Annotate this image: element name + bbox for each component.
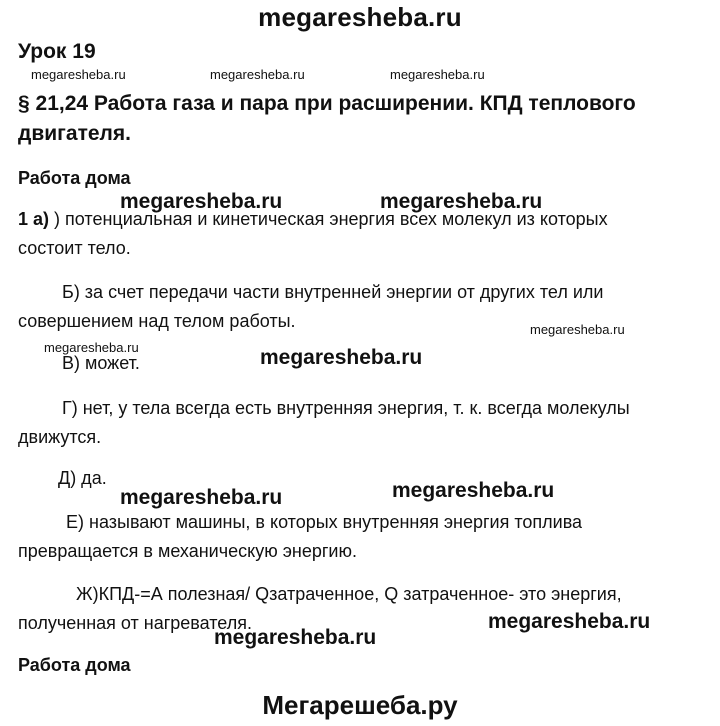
watermark: megaresheba.ru [390, 67, 485, 82]
watermark: megaresheba.ru [488, 610, 651, 633]
lesson-title: Урок 19 [18, 40, 96, 63]
watermark: megaresheba.ru [380, 190, 543, 213]
homework-heading-2: Работа дома [18, 655, 131, 675]
answer-d: Д) да. [58, 468, 107, 488]
site-footer: Мегарешеба.ру [262, 690, 458, 720]
watermark: megaresheba.ru [210, 67, 305, 82]
watermark: megaresheba.ru [392, 479, 555, 502]
watermark: megaresheba.ru [44, 340, 139, 355]
watermark: megaresheba.ru [260, 346, 423, 369]
topic-title: § 21,24 Работа газа и пара при расширении. КПД теплового двигателя. [18, 92, 636, 145]
watermark: megaresheba.ru [214, 626, 377, 649]
answer-g: Г) нет, у тела всегда есть внутренняя энергия, т. к. всегда молекулы движутся. [18, 398, 630, 447]
watermark: megaresheba.ru [31, 67, 126, 82]
homework-heading: Работа дома [18, 168, 131, 188]
site-header: megaresheba.ru [258, 2, 462, 32]
answer-v: В) может. [62, 353, 140, 373]
watermark: megaresheba.ru [120, 190, 283, 213]
answer-e: Е) называют машины, в которых внутренняя энергия топлива превращается в механическую энергию. [18, 512, 583, 561]
answer-b: Б) за счет передачи части внутренней энергии от других тел или совершением над телом работы. [18, 282, 604, 331]
answer-a [18, 205, 658, 263]
answer-a-text: ) потенциальная и кинетическая энергия всех молекул из которых состоит тело. [18, 209, 608, 258]
answer-a-number: 1 а) [18, 209, 50, 229]
answer-zh: Ж)КПД-=А полезная/ Qзатраченное, Q затраченное- это энергия, полученная от нагревателя. [18, 584, 622, 633]
watermark: megaresheba.ru [120, 486, 283, 509]
watermark: megaresheba.ru [530, 322, 625, 337]
